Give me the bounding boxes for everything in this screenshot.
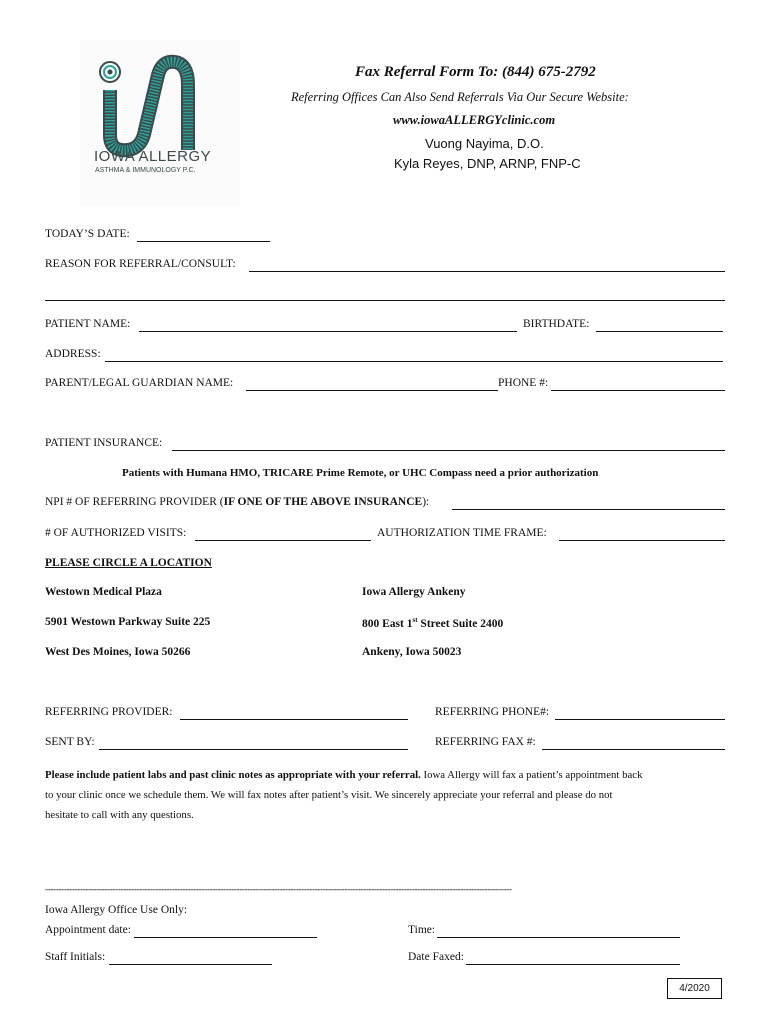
auth-timeframe-label: AUTHORIZATION TIME FRAME: xyxy=(377,527,547,539)
website-link[interactable]: www.iowaALLERGYclinic.com xyxy=(393,113,556,127)
logo-name: IOWA ALLERGY xyxy=(94,148,212,165)
phone-field[interactable] xyxy=(551,390,725,391)
referral-note-bold: Please include patient labs and past clinic notes as appropriate with your referral. xyxy=(45,769,421,781)
patient-name-field[interactable] xyxy=(139,331,517,332)
reason-field-line-2[interactable] xyxy=(45,300,725,301)
appointment-date-label: Appointment date: xyxy=(45,924,131,936)
birthdate-field[interactable] xyxy=(596,331,723,332)
location-1-city: West Des Moines, Iowa 50266 xyxy=(45,646,191,658)
referral-note-line-2: to your clinic once we schedule them. We will fax notes after patient’s visit. We sincerely appreciate your referral and please do not xyxy=(45,789,613,801)
guardian-label: PARENT/LEGAL GUARDIAN NAME: xyxy=(45,377,234,389)
logo-mark-icon xyxy=(80,40,240,160)
clinic-logo xyxy=(80,40,240,205)
npi-label xyxy=(45,496,429,508)
address-field[interactable] xyxy=(105,361,723,362)
staff-initials-field[interactable] xyxy=(109,964,272,965)
sent-by-field[interactable] xyxy=(99,749,408,750)
location-heading: PLEASE CIRCLE A LOCATION xyxy=(45,557,212,569)
address-label: ADDRESS: xyxy=(45,348,101,360)
referral-note-line-3: hesitate to call with any questions. xyxy=(45,809,194,821)
todays-date-field[interactable] xyxy=(137,241,270,242)
npi-field[interactable] xyxy=(452,509,725,510)
location-2-city: Ankeny, Iowa 50023 xyxy=(362,646,462,658)
birthdate-label: BIRTHDATE: xyxy=(523,318,590,330)
location-2-street-post: Street Suite 2400 xyxy=(417,617,504,630)
npi-label-bold: IF ONE OF THE ABOVE INSURANCE xyxy=(223,496,423,508)
reason-field[interactable] xyxy=(249,271,725,272)
provider-1: Vuong Nayima, D.O. xyxy=(425,136,544,151)
guardian-field[interactable] xyxy=(246,390,498,391)
prior-auth-note: Patients with Humana HMO, TRICARE Prime Remote, or UHC Compass need a prior authorization xyxy=(122,467,599,479)
referring-provider-label: REFERRING PROVIDER: xyxy=(45,706,173,718)
time-label: Time: xyxy=(408,924,436,936)
insurance-field[interactable] xyxy=(172,450,725,451)
location-2-name[interactable]: Iowa Allergy Ankeny xyxy=(362,586,466,598)
location-1-name[interactable]: Westown Medical Plaza xyxy=(45,586,162,598)
referral-note-line-1 xyxy=(45,765,735,785)
office-divider: ----------------------------------------------------------------------------------------------------------------------------------------------------------------------------- xyxy=(45,884,512,894)
referral-note-rest: Iowa Allergy will fax a patient’s appointment back xyxy=(420,769,643,781)
logo-subtitle: ASTHMA & IMMUNOLOGY P.C. xyxy=(95,167,196,174)
phone-label: PHONE #: xyxy=(498,377,549,389)
sent-by-label: SENT BY: xyxy=(45,736,95,748)
date-faxed-field[interactable] xyxy=(466,964,680,965)
auth-visits-label: # OF AUTHORIZED VISITS: xyxy=(45,527,187,539)
location-2-street-pre: 800 East 1 xyxy=(362,617,413,630)
reason-label: REASON FOR REFERRAL/CONSULT: xyxy=(45,258,236,270)
npi-label-suffix: ): xyxy=(422,496,430,508)
todays-date-label: TODAY’S DATE: xyxy=(45,228,130,240)
fax-title: Fax Referral Form To: (844) 675-2792 xyxy=(355,64,596,80)
website-note: Referring Offices Can Also Send Referrals Via Our Secure Website: xyxy=(291,90,629,104)
provider-2: Kyla Reyes, DNP, ARNP, FNP-C xyxy=(394,156,581,171)
referring-fax-label: REFERRING FAX #: xyxy=(435,736,536,748)
referring-provider-field[interactable] xyxy=(180,719,408,720)
date-faxed-label: Date Faxed: xyxy=(408,951,464,963)
time-field[interactable] xyxy=(437,937,680,938)
location-1-street: 5901 Westown Parkway Suite 225 xyxy=(45,616,211,628)
referring-phone-label: REFERRING PHONE#: xyxy=(435,706,550,718)
auth-timeframe-field[interactable] xyxy=(559,540,725,541)
office-use-title: Iowa Allergy Office Use Only: xyxy=(45,904,188,916)
insurance-label: PATIENT INSURANCE: xyxy=(45,437,163,449)
referring-fax-field[interactable] xyxy=(542,749,725,750)
npi-label-prefix: NPI # OF REFERRING PROVIDER ( xyxy=(45,496,224,508)
staff-initials-label: Staff Initials: xyxy=(45,951,106,963)
appointment-date-field[interactable] xyxy=(134,937,317,938)
location-2-street xyxy=(362,616,503,630)
referring-phone-field[interactable] xyxy=(555,719,725,720)
patient-name-label: PATIENT NAME: xyxy=(45,318,131,330)
form-version: 4/2020 xyxy=(667,978,722,999)
auth-visits-field[interactable] xyxy=(195,540,371,541)
referral-note xyxy=(45,765,735,825)
location-2-street-sup: st xyxy=(412,616,418,624)
